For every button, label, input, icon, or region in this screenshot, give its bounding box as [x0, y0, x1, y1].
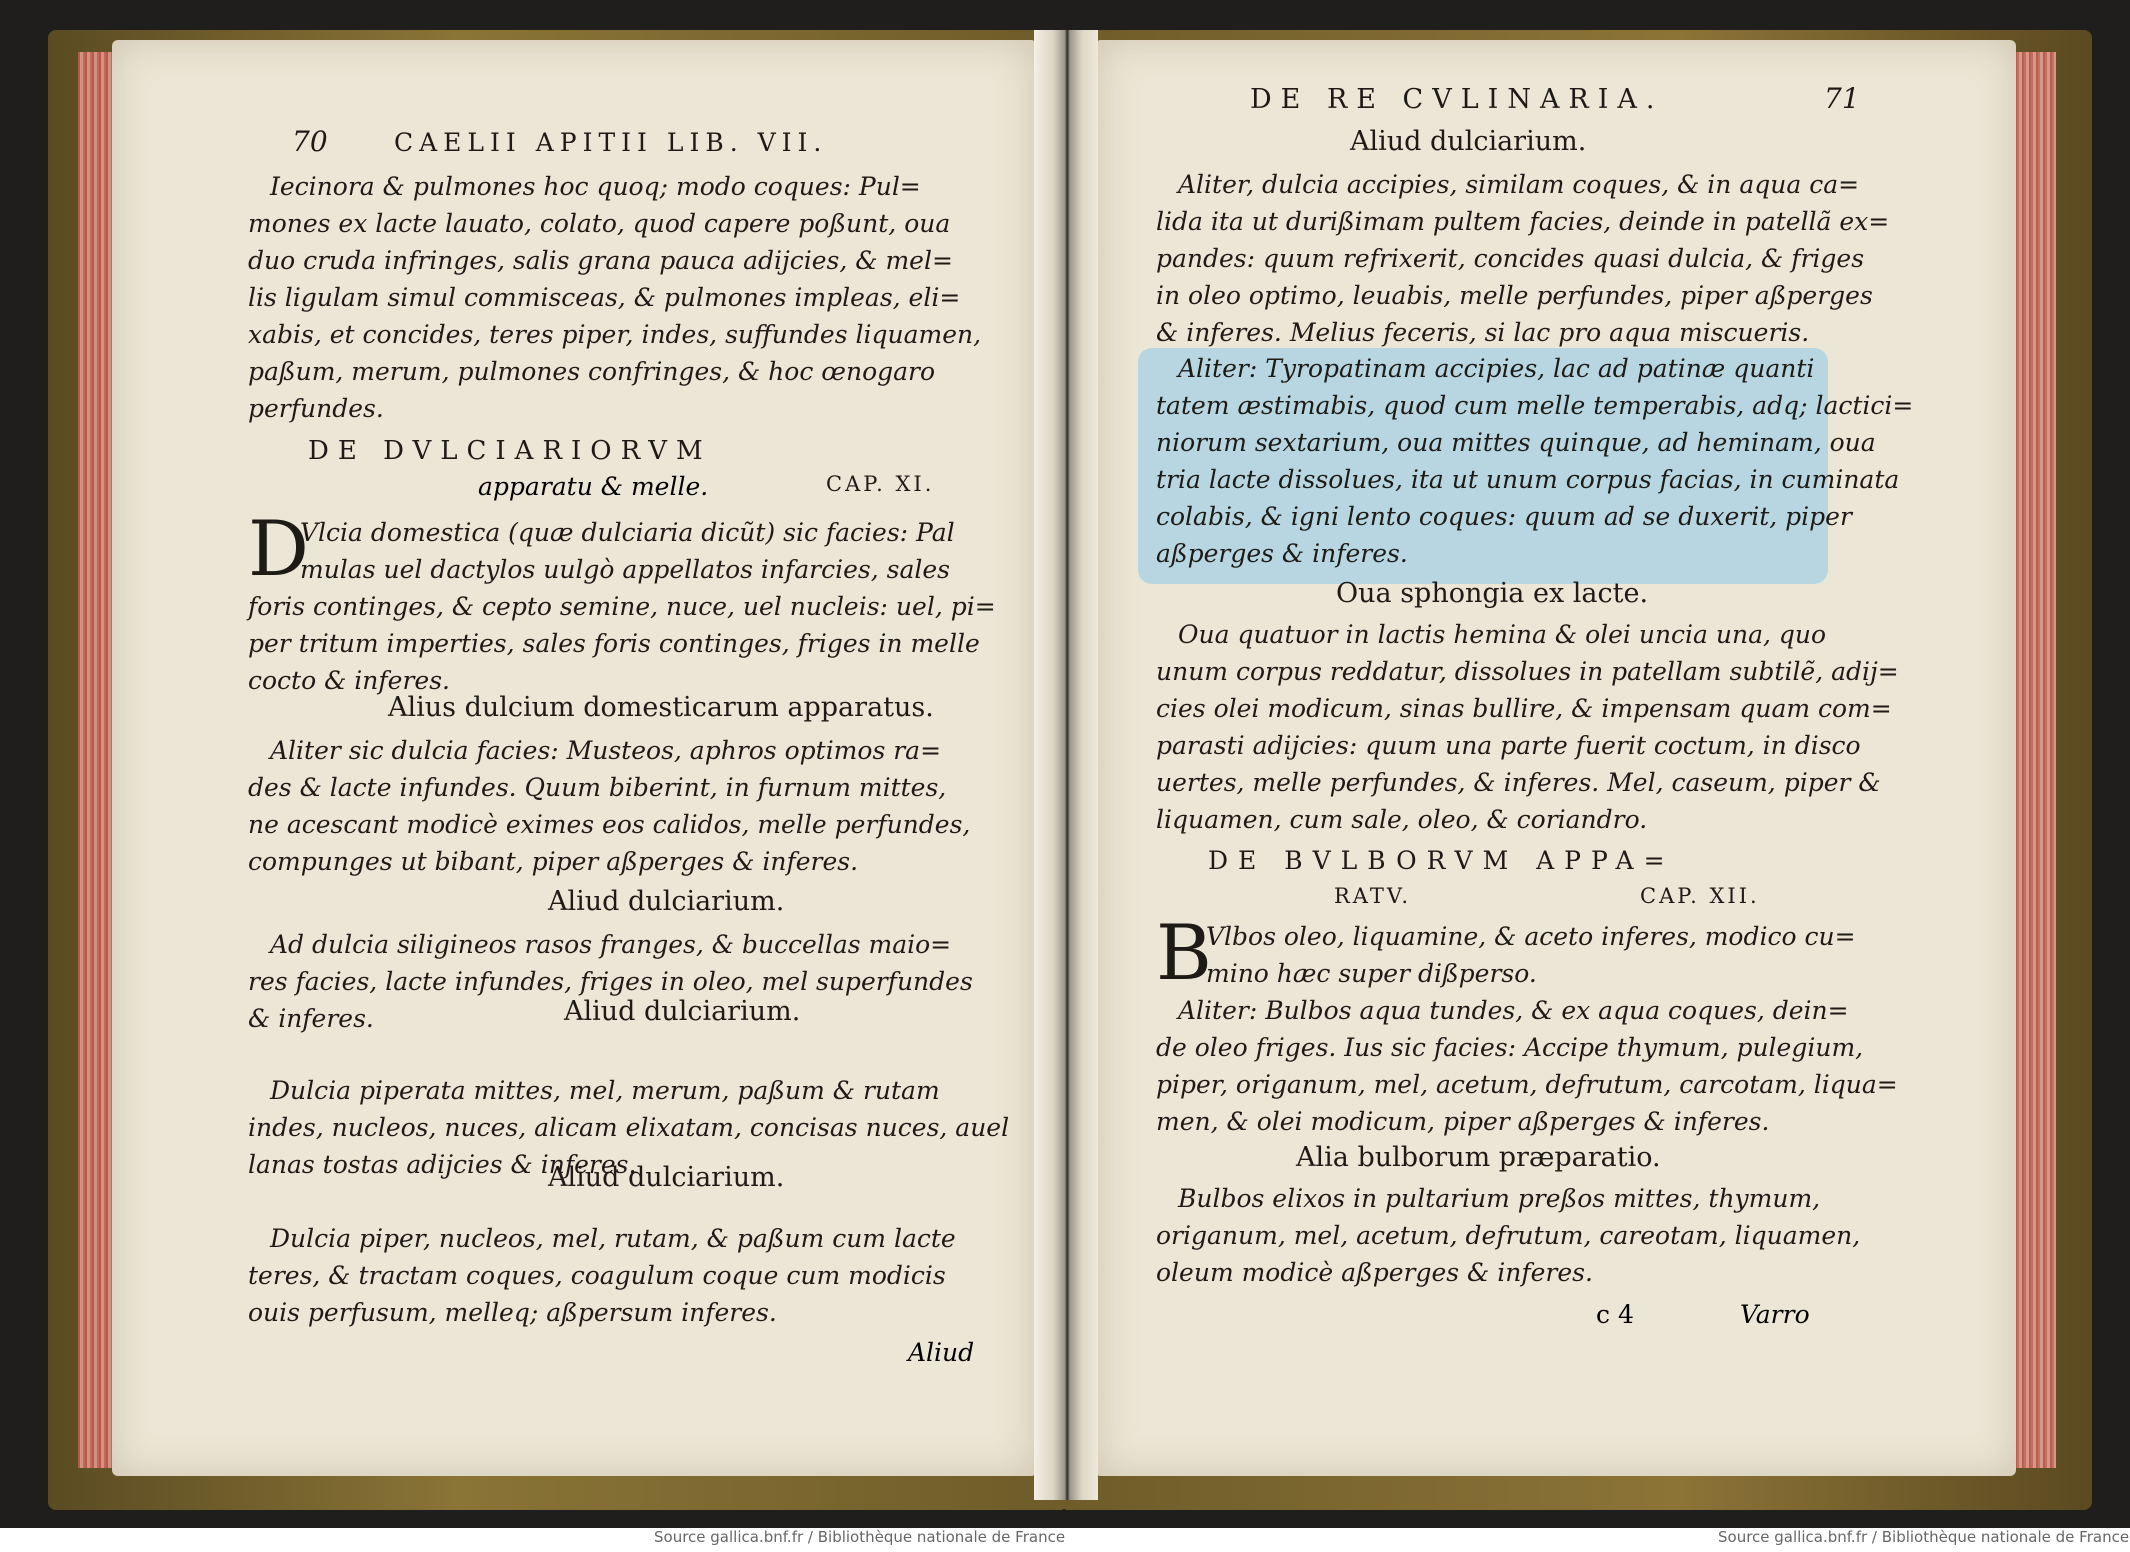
right-paragraph-1 — [1156, 166, 1889, 351]
text-line: oleum modicè aßperges & inferes. — [1156, 1258, 1593, 1287]
text-line: Aliter: Tyropatinam accipies, lac ad patinæ quanti — [1178, 354, 1815, 383]
text-line: piper, origanum, mel, acetum, defrutum, carcotam, liqua= — [1156, 1070, 1898, 1099]
text-line: Iecinora & pulmones hoc quoq; modo coques: Pul= — [270, 172, 921, 201]
text-line: Vlcia domestica (quæ dulciaria dicũt) sic facies: Pal — [300, 518, 955, 547]
left-paragraph-6 — [248, 1220, 956, 1331]
chapter-number-xi: CAP. XI. — [826, 472, 935, 496]
text-line: mones ex lacte lauato, colato, quod capere poßunt, oua — [248, 209, 951, 238]
subheading-aliud-dulciarium-3: Aliud dulciarium. — [548, 1162, 785, 1193]
source-credit-right: Source gallica.bnf.fr / Bibliothèque nationale de France — [1718, 1528, 2130, 1546]
text-line: xabis, et concides, teres piper, indes, suffundes liquamen, — [248, 320, 982, 349]
subheading-alia-bulborum: Alia bulborum præparatio. — [1296, 1142, 1661, 1173]
text-line: lida ita ut durißimam pultem facies, deinde in patellã ex= — [1156, 207, 1890, 236]
source-credit-left: Source gallica.bnf.fr / Bibliothèque nationale de France — [654, 1528, 1066, 1546]
text-line: origanum, mel, acetum, defrutum, careotam, liquamen, — [1156, 1221, 1861, 1250]
left-paragraph-2 — [248, 504, 996, 699]
chapter-subtitle-xi: apparatu & melle. — [478, 472, 709, 501]
text-line: men, & olei modicum, piper aßperges & inferes. — [1156, 1107, 1770, 1136]
catchword-left: Aliud — [908, 1338, 975, 1367]
text-line: per tritum imperties, sales foris continges, friges in melle — [248, 629, 980, 658]
text-line: de oleo friges. Ius sic facies: Accipe thymum, pulegium, — [1156, 1033, 1864, 1062]
signature-mark: c 4 — [1596, 1300, 1634, 1329]
left-paragraph-3 — [248, 732, 970, 880]
highlighted-region — [1138, 348, 1828, 584]
text-line: liquamen, cum sale, oleo, & coriandro. — [1156, 805, 1648, 834]
text-line: Aliter sic dulcia facies: Musteos, aphros optimos ra= — [270, 736, 942, 765]
text-line: unum corpus reddatur, dissolues in patellam subtilẽ, adij= — [1156, 657, 1899, 686]
text-line: teres, & tractam coques, coagulum coque cum modicis — [248, 1261, 946, 1290]
left-paragraph-1 — [248, 168, 981, 427]
text-line: ouis perfusum, melleq; aßpersum inferes. — [248, 1298, 777, 1327]
text-line: paßum, merum, pulmones confringes, & hoc œnogaro — [248, 357, 936, 386]
text-line: tria lacte dissolues, ita ut unum corpus facias, in cuminata — [1156, 465, 1900, 494]
text-line: des & lacte infundes. Quum biberint, in furnum mittes, — [248, 773, 947, 802]
text-line: duo cruda infringes, salis grana pauca adijcies, & mel= — [248, 246, 953, 275]
text-line: foris continges, & cepto semine, nuce, uel nucleis: uel, pi= — [248, 592, 996, 621]
text-line: cocto & inferes. — [248, 666, 450, 695]
text-line: uertes, melle perfundes, & inferes. Mel, caseum, piper & — [1156, 768, 1881, 797]
text-line: lis ligulam simul commisceas, & pulmones impleas, eli= — [248, 283, 961, 312]
text-line: ne acescant modicè eximes eos calidos, melle perfundes, — [248, 810, 971, 839]
right-page-number: 71 — [1824, 82, 1860, 115]
text-line: indes, nucleos, nuces, alicam elixatam, concisas nuces, auel — [248, 1113, 1010, 1142]
text-line: mino hæc super dißperso. — [1206, 959, 1537, 988]
right-page — [1098, 40, 2016, 1476]
text-line: aßperges & inferes. — [1156, 539, 1408, 568]
subheading-alius-dulcium: Alius dulcium domesticarum apparatus. — [388, 692, 934, 723]
subheading-aliud-dulciarium-1: Aliud dulciarium. — [548, 886, 785, 917]
chapter-title-xii: DE BVLBORVM APPA= — [1208, 846, 1675, 875]
subheading-aliud-dulciarium-r: Aliud dulciarium. — [1350, 126, 1587, 157]
left-page-number: 70 — [292, 125, 328, 158]
chapter-number-xii: CAP. XII. — [1640, 884, 1760, 908]
text-line: res facies, lacte infundes, friges in oleo, mel superfundes — [248, 967, 973, 996]
dropcap-b: B — [1156, 908, 1212, 997]
text-line: Aliter: Bulbos aqua tundes, & ex aqua coques, dein= — [1178, 996, 1849, 1025]
text-line: Dulcia piperata mittes, mel, merum, paßum & rutam — [270, 1076, 940, 1105]
text-line: & inferes. — [248, 1004, 374, 1033]
dropcap-d: D — [248, 504, 309, 593]
book-gutter — [1034, 30, 1098, 1500]
text-line: Ad dulcia siligineos rasos franges, & buccellas maio= — [270, 930, 952, 959]
text-line: lanas tostas adijcies & inferes. — [248, 1150, 637, 1179]
chapter-title-xi: DE DVLCIARIORVM — [308, 436, 712, 466]
left-page — [112, 40, 1034, 1476]
right-running-head: DE RE CVLINARIA. — [1250, 84, 1664, 115]
text-line: Dulcia piper, nucleos, mel, rutam, & paßum cum lacte — [270, 1224, 956, 1253]
text-line: mulas uel dactylos uulgò appellatos infarcies, sales — [300, 555, 950, 584]
page-edges-right — [2010, 52, 2056, 1468]
subheading-aliud-dulciarium-2: Aliud dulciarium. — [564, 996, 801, 1027]
text-line: Vlbos oleo, liquamine, & aceto inferes, modico cu= — [1206, 922, 1856, 951]
text-line: perfundes. — [248, 394, 384, 423]
text-line: Aliter, dulcia accipies, similam coques, & in aqua ca= — [1178, 170, 1860, 199]
left-running-head: CAELII APITII LIB. VII. — [394, 128, 828, 157]
catchword-right: Varro — [1740, 1300, 1810, 1329]
chapter-title-xii-cont: RATV. — [1334, 884, 1412, 908]
subheading-oua-sphongia: Oua sphongia ex lacte. — [1336, 578, 1649, 609]
text-line: colabis, & igni lento coques: quum ad se duxerit, piper — [1156, 502, 1852, 531]
text-line: in oleo optimo, leuabis, melle perfundes, piper aßperges — [1156, 281, 1873, 310]
text-line: & inferes. Melius feceris, si lac pro aqua miscueris. — [1156, 318, 1810, 347]
text-line: parasti adijcies: quum una parte fuerit coctum, in disco — [1156, 731, 1861, 760]
text-line: tatem æstimabis, quod cum melle temperabis, adq; lactici= — [1156, 391, 1914, 420]
text-line: niorum sextarium, oua mittes quinque, ad heminam, oua — [1156, 428, 1876, 457]
text-line: compunges ut bibant, piper aßperges & inferes. — [248, 847, 859, 876]
text-line: pandes: quum refrixerit, concides quasi dulcia, & friges — [1156, 244, 1865, 273]
text-line: cies olei modicum, sinas bullire, & impensam quam com= — [1156, 694, 1892, 723]
text-line: Bulbos elixos in pultarium preßos mittes, thymum, — [1178, 1184, 1821, 1213]
text-line: Oua quatuor in lactis hemina & olei uncia una, quo — [1178, 620, 1827, 649]
